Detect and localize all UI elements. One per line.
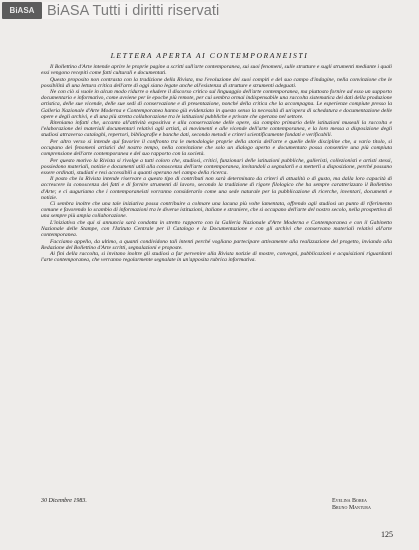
letter-date: 30 Dicembre 1983. bbox=[41, 498, 87, 504]
paragraph: Facciamo appello, da ultimo, a quanti condividono tali intenti perché vogliano partecipare attivamente alla realizzazione del progetto, inviando alla Redazione del Bollettino d'Arte scritti, segnalazioni e proposte. bbox=[41, 238, 392, 251]
paragraph: Per altro verso si intende qui favorire il confronto tra le metodologie proprie della storia dell'arte e quelle delle discipline che, a vario titolo, si occupano dei fenomeni artistici del nostro tempo, nella convinzione che solo un dialogo aperto e documentato possa consentire una più compiuta comprensione dell'arte contemporanea e del suo rapporto con la società. bbox=[41, 138, 392, 158]
paragraph: Il Bollettino d'Arte intende aprire le proprie pagine a scritti sull'arte contemporanea, sui suoi fenomeni, sulle strutture e sugli strumenti mediante i quali essi vengono recepiti come fatti culturali e documentati. bbox=[41, 64, 392, 77]
watermark-text: BiASA Tutti i diritti riservati bbox=[47, 2, 220, 19]
page-number: 125 bbox=[381, 530, 393, 539]
letter-body bbox=[41, 64, 392, 264]
paragraph: L'iniziativa che qui si annuncia sarà condotta in stretto rapporto con la Galleria Nazionale d'Arte Moderna e Contemporanea e con il Gabinetto Nazionale delle Stampe, con l'Istituto Centrale per il Catalogo e la Documentazione e con gli archivi che conservano materiali relativi all'arte contemporanea. bbox=[41, 219, 392, 239]
paragraph: Il posto che la Rivista intende riservare a questo tipo di contributi non sarà determinato da criteri di attualità o di gusto, ma dalla loro capacità di accrescere la conoscenza dei fatti e di fornire strumenti di lavoro, secondo la tradizione di rigore filologico che ha sempre caratterizzato il Bollettino d'Arte; e ci auguriamo che i contemporaneisti vorranno considerarlo come una sede naturale per la pubblicazione di ricerche, inventari, documenti e notizie. bbox=[41, 176, 392, 201]
paragraph: Riteniamo infatti che, accanto all'attività espositiva e alla conservazione delle opere, sia compito primario delle istituzioni museali la raccolta e l'elaborazione dei materiali documentari relativi agli artisti, ai movimenti e alle vicende dell'arte contemporanea, e la loro messa a disposizione degli studiosi attraverso cataloghi, repertori, bibliografie e banche dati, secondo metodi e criteri scientificamente fondati e verificabili. bbox=[41, 120, 392, 139]
page-title: LETTERA APERTA AI CONTEMPORANEISTI bbox=[110, 51, 309, 60]
paragraph: Per questo motivo la Rivista si rivolge a tutti coloro che, studiosi, critici, funzionari delle istituzioni pubbliche, galleristi, collezionisti e artisti stessi, possiedono materiali, notizie e documenti utili alla conoscenza dell'arte contemporanea, invitandoli a segnalarli e a metterli a disposizione, perché possano essere ordinati, studiati e resi accessibili a quanti operano nel campo della ricerca. bbox=[41, 157, 392, 176]
paragraph: Ai fini della raccolta, si invitano inoltre gli studiosi a far pervenire alla Rivista notizie di mostre, convegni, pubblicazioni e acquisizioni riguardanti l'arte contemporanea, che verranno regolarmente segnalate in un'apposita rubrica informativa. bbox=[41, 251, 392, 264]
signer-name: Bruno Mantura bbox=[332, 505, 371, 511]
paragraph: Ne con ciò si vuole in alcun modo ridurre o eludere il discorso critico sul linguaggio dell'arte contemporanea, ma piuttosto fornire ad esso un supporto documentario e informativo, come avviene per le epoche più remote, per cui sembra ormai indispensabile una raccolta sistematica dei dati della produzione artistica, delle sue vicende, delle sue sedi di conservazione e di presentazione, nonché della critica che la accompagna. Le esperienze compiute presso la Galleria Nazionale d'Arte Moderna e Contemporanea hanno già evidenziato in questo senso la necessità di un'opera di schedatura e documentazione delle opere e degli archivi, e di una più stretta collaborazione tra le istituzioni pubbliche e private che operano nel settore. bbox=[41, 89, 392, 120]
watermark-logo: BiASA bbox=[2, 2, 42, 19]
paragraph: Questo proposito non contrasta con la tradizione della Rivista, ma l'evoluzione dei suoi compiti e del suo campo d'indagine, nella convinzione che le possibilità di una lettura critica dell'arte di oggi siano legate anche all'esistenza di strutture e strumenti adeguati. bbox=[41, 76, 392, 89]
signer-name: Evelina Borea bbox=[332, 498, 367, 504]
paragraph: Ci sembra inoltre che una tale iniziativa possa contribuire a colmare una lacuna più volte lamentata, offrendo agli studiosi un punto di riferimento comune e favorendo lo scambio di informazioni tra le diverse istituzioni, italiane e straniere, che si occupano dell'arte del nostro secolo, nella prospettiva di una sempre più ampia collaborazione. bbox=[41, 201, 392, 220]
watermark-banner bbox=[2, 2, 219, 19]
signers bbox=[332, 498, 392, 512]
